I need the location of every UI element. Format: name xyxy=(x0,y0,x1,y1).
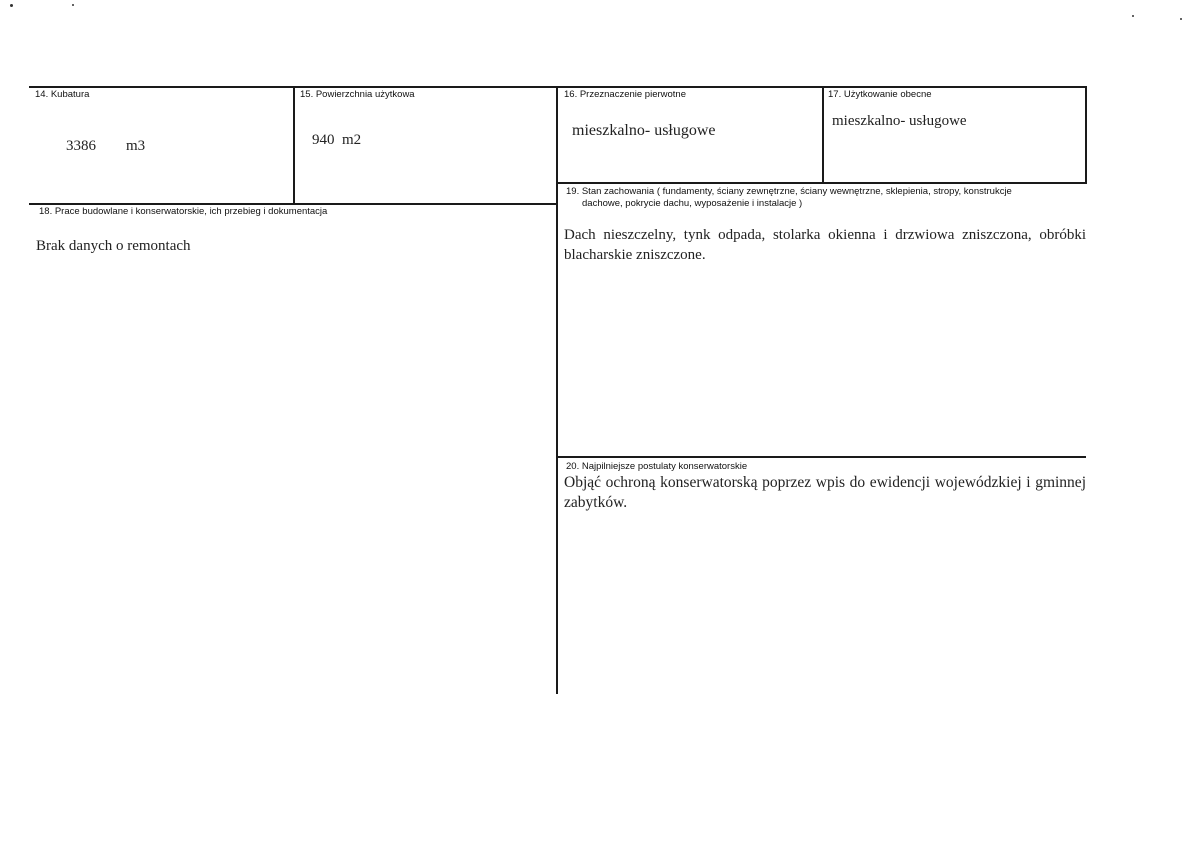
center-divider xyxy=(556,87,558,694)
field-17-label: 17. Użytkowanie obecne xyxy=(828,89,932,100)
field-19-label-line1: 19. Stan zachowania ( fundamenty, ściany zewnętrzne, ściany wewnętrzne, sklepienia, stropy, konstrukcje xyxy=(566,186,1012,197)
field-15-value: 940 m2 xyxy=(312,132,362,148)
field-16-value: mieszkalno- usługowe xyxy=(572,122,716,139)
divider-16-17 xyxy=(822,87,824,183)
field-18-label: 18. Prace budowlane i konserwatorskie, ich przebieg i dokumentacja xyxy=(39,206,328,217)
top-border-line xyxy=(29,86,1086,88)
field-14-value: 3386 xyxy=(66,138,96,154)
field-14-label: 14. Kubatura xyxy=(35,89,90,100)
row-divider-left xyxy=(29,203,557,205)
field-20-value: Objąć ochroną konserwatorską poprzez wpis do ewidencji wojewódzkiej i gminnej zabytków. xyxy=(564,474,1086,511)
field-14-unit: m3 xyxy=(126,138,146,154)
field-15-label: 15. Powierzchnia użytkowa xyxy=(300,89,415,100)
field-20-label: 20. Najpilniejsze postulaty konserwatorskie xyxy=(566,461,748,472)
scan-speck xyxy=(1180,18,1182,20)
field-18-value: Brak danych o remontach xyxy=(36,238,191,254)
scan-speck xyxy=(72,4,74,6)
field-19-label-line2: dachowe, pokrycie dachu, wyposażenie i instalacje ) xyxy=(582,198,803,209)
field-16-label: 16. Przeznaczenie pierwotne xyxy=(564,89,686,100)
scan-speck xyxy=(10,4,13,7)
right-border-line xyxy=(1085,86,1087,184)
field-19-value: Dach nieszczelny, tynk odpada, stolarka okienna i drzwiowa zniszczona, obróbki blacharskie zniszczone. xyxy=(564,227,1086,263)
divider-14-15 xyxy=(293,87,295,204)
field-17-value: mieszkalno- usługowe xyxy=(832,113,967,129)
section-19-bottom-line xyxy=(556,456,1086,458)
row-divider-right xyxy=(556,182,1086,184)
scan-speck xyxy=(1132,15,1134,17)
